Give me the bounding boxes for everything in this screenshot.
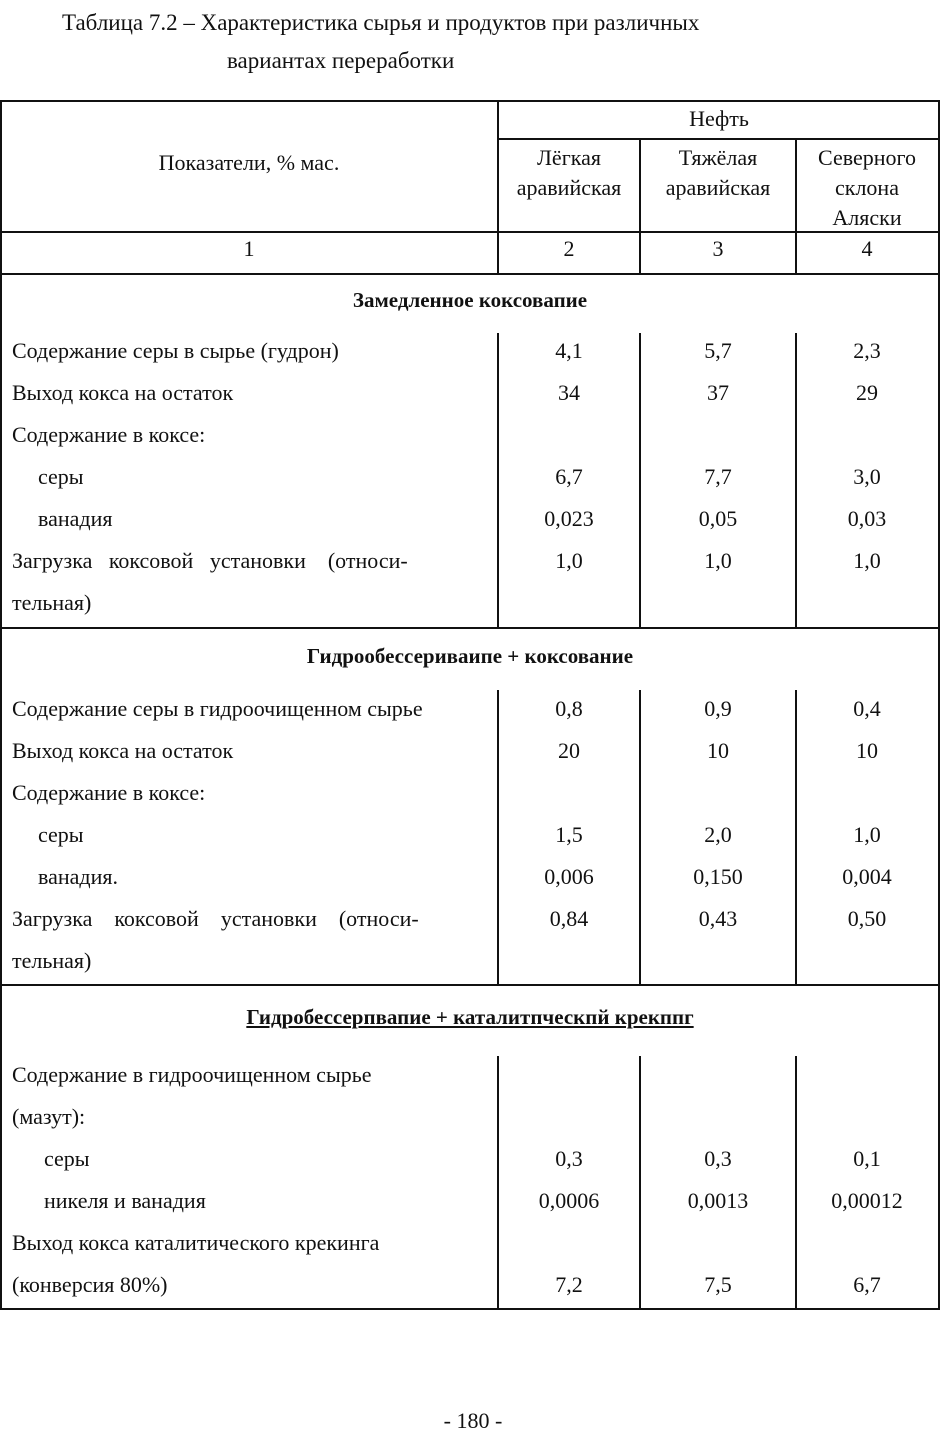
cell-value: 7,2 — [555, 1272, 583, 1297]
row-label: ванадия. — [38, 864, 118, 889]
header-col-light-arabian-2: аравийская — [516, 175, 622, 200]
cell-value: 0,023 — [544, 506, 594, 531]
cell-value: 0,03 — [847, 506, 887, 531]
cell-value: 7,7 — [704, 464, 732, 489]
table-right-border — [938, 100, 940, 1310]
caption-line-1: Таблица 7.2 – Характеристика сырья и продуктов при различных — [62, 10, 700, 35]
page-number: - 180 - — [443, 1408, 503, 1433]
cell-value: 0,1 — [853, 1146, 881, 1171]
cell-value: 1,0 — [853, 548, 881, 573]
cell-value: 0,8 — [555, 696, 583, 721]
row-label-cont: тельная) — [12, 948, 92, 973]
cell-value: 0,006 — [544, 864, 594, 889]
cell-value: 0,0006 — [538, 1188, 600, 1213]
cell-value: 2,3 — [853, 338, 881, 363]
cell-value: 6,7 — [555, 464, 583, 489]
header-bottom-border — [0, 231, 940, 233]
row-label: Содержание в гидроочищенном сырье — [12, 1062, 372, 1087]
header-indicators: Показатели, % мас. — [158, 150, 340, 175]
header-oil: Нефть — [689, 106, 749, 131]
row-label: Выход кокса каталитического крекинга — [12, 1230, 380, 1255]
cell-value: 10 — [707, 738, 729, 763]
cell-value: 1,0 — [704, 548, 732, 573]
row-label: никеля и ванадия — [44, 1188, 206, 1213]
cell-value: 1,0 — [555, 548, 583, 573]
header-col-alaska-1: Северного — [818, 145, 916, 170]
section-1-title: Замедленное коксовапие — [352, 288, 588, 312]
row-label: Загрузка коксовой установки (относи- — [12, 906, 419, 931]
section-2-bottom-border — [0, 984, 940, 986]
oil-header-divider — [498, 138, 940, 140]
row-label: серы — [38, 464, 84, 489]
row-label-cont: (конверсия 80%) — [12, 1272, 168, 1297]
section-2-title: Гидрообессериваипе + коксование — [306, 644, 634, 668]
cell-value: 0,0013 — [687, 1188, 749, 1213]
cell-value: 0,05 — [698, 506, 738, 531]
cell-value: 0,43 — [698, 906, 738, 931]
row-label: Содержание серы в гидроочищенном сырье — [12, 696, 423, 721]
section-1-bottom-border — [0, 627, 940, 629]
cell-value: 29 — [856, 380, 878, 405]
header-col-heavy-arabian-1: Тяжёлая — [678, 145, 758, 170]
cell-value: 0,3 — [555, 1146, 583, 1171]
table-top-border — [0, 100, 940, 102]
cell-value: 10 — [856, 738, 878, 763]
cell-value: 34 — [558, 380, 580, 405]
row-label: серы — [44, 1146, 90, 1171]
cell-value: 4,1 — [555, 338, 583, 363]
header-col-light-arabian-1: Лёгкая — [537, 145, 601, 170]
table-left-border — [0, 100, 2, 1310]
caption-line-2: вариантах переработки — [227, 48, 455, 73]
cell-value: 0,004 — [842, 864, 892, 889]
cell-value: 1,5 — [555, 822, 583, 847]
cell-value: 6,7 — [853, 1272, 881, 1297]
cell-value: 0,00012 — [831, 1188, 903, 1213]
row-label: Выход кокса на остаток — [12, 380, 234, 405]
row-label: Загрузка коксовой установки (относи- — [12, 548, 408, 573]
row-label: ванадия — [38, 506, 113, 531]
cell-value: 0,150 — [693, 864, 743, 889]
cell-value: 20 — [558, 738, 580, 763]
col-number-4: 4 — [861, 236, 873, 261]
cell-value: 0,4 — [853, 696, 881, 721]
table-bottom-border — [0, 1308, 940, 1310]
cell-value: 0,50 — [847, 906, 887, 931]
row-label: серы — [38, 822, 84, 847]
row-label: Содержание в коксе: — [12, 422, 206, 447]
cell-value: 2,0 — [704, 822, 732, 847]
cell-value: 37 — [707, 380, 729, 405]
cell-value: 5,7 — [704, 338, 732, 363]
row-label: Выход кокса на остаток — [12, 738, 234, 763]
row-label-cont: (мазут): — [12, 1104, 86, 1129]
header-col-alaska-3: Аляски — [832, 205, 902, 230]
col-number-3: 3 — [712, 236, 724, 261]
cell-value: 3,0 — [853, 464, 881, 489]
header-col-alaska-2: склона — [835, 175, 899, 200]
cell-value: 0,84 — [549, 906, 589, 931]
table-caption — [62, 4, 699, 80]
row-label: Содержание в коксе: — [12, 780, 206, 805]
numbers-bottom-border — [0, 273, 940, 275]
cell-value: 0,9 — [704, 696, 732, 721]
section-3-title: Гидробессерпвапие + каталитпческпй крекппг — [246, 1005, 694, 1029]
col-number-1: 1 — [243, 236, 255, 261]
row-label-cont: тельная) — [12, 590, 92, 615]
row-label: Содержание серы в сырье (гудрон) — [12, 338, 339, 363]
header-col-heavy-arabian-2: аравийская — [665, 175, 771, 200]
cell-value: 1,0 — [853, 822, 881, 847]
cell-value: 7,5 — [704, 1272, 732, 1297]
col-number-2: 2 — [563, 236, 575, 261]
cell-value: 0,3 — [704, 1146, 732, 1171]
